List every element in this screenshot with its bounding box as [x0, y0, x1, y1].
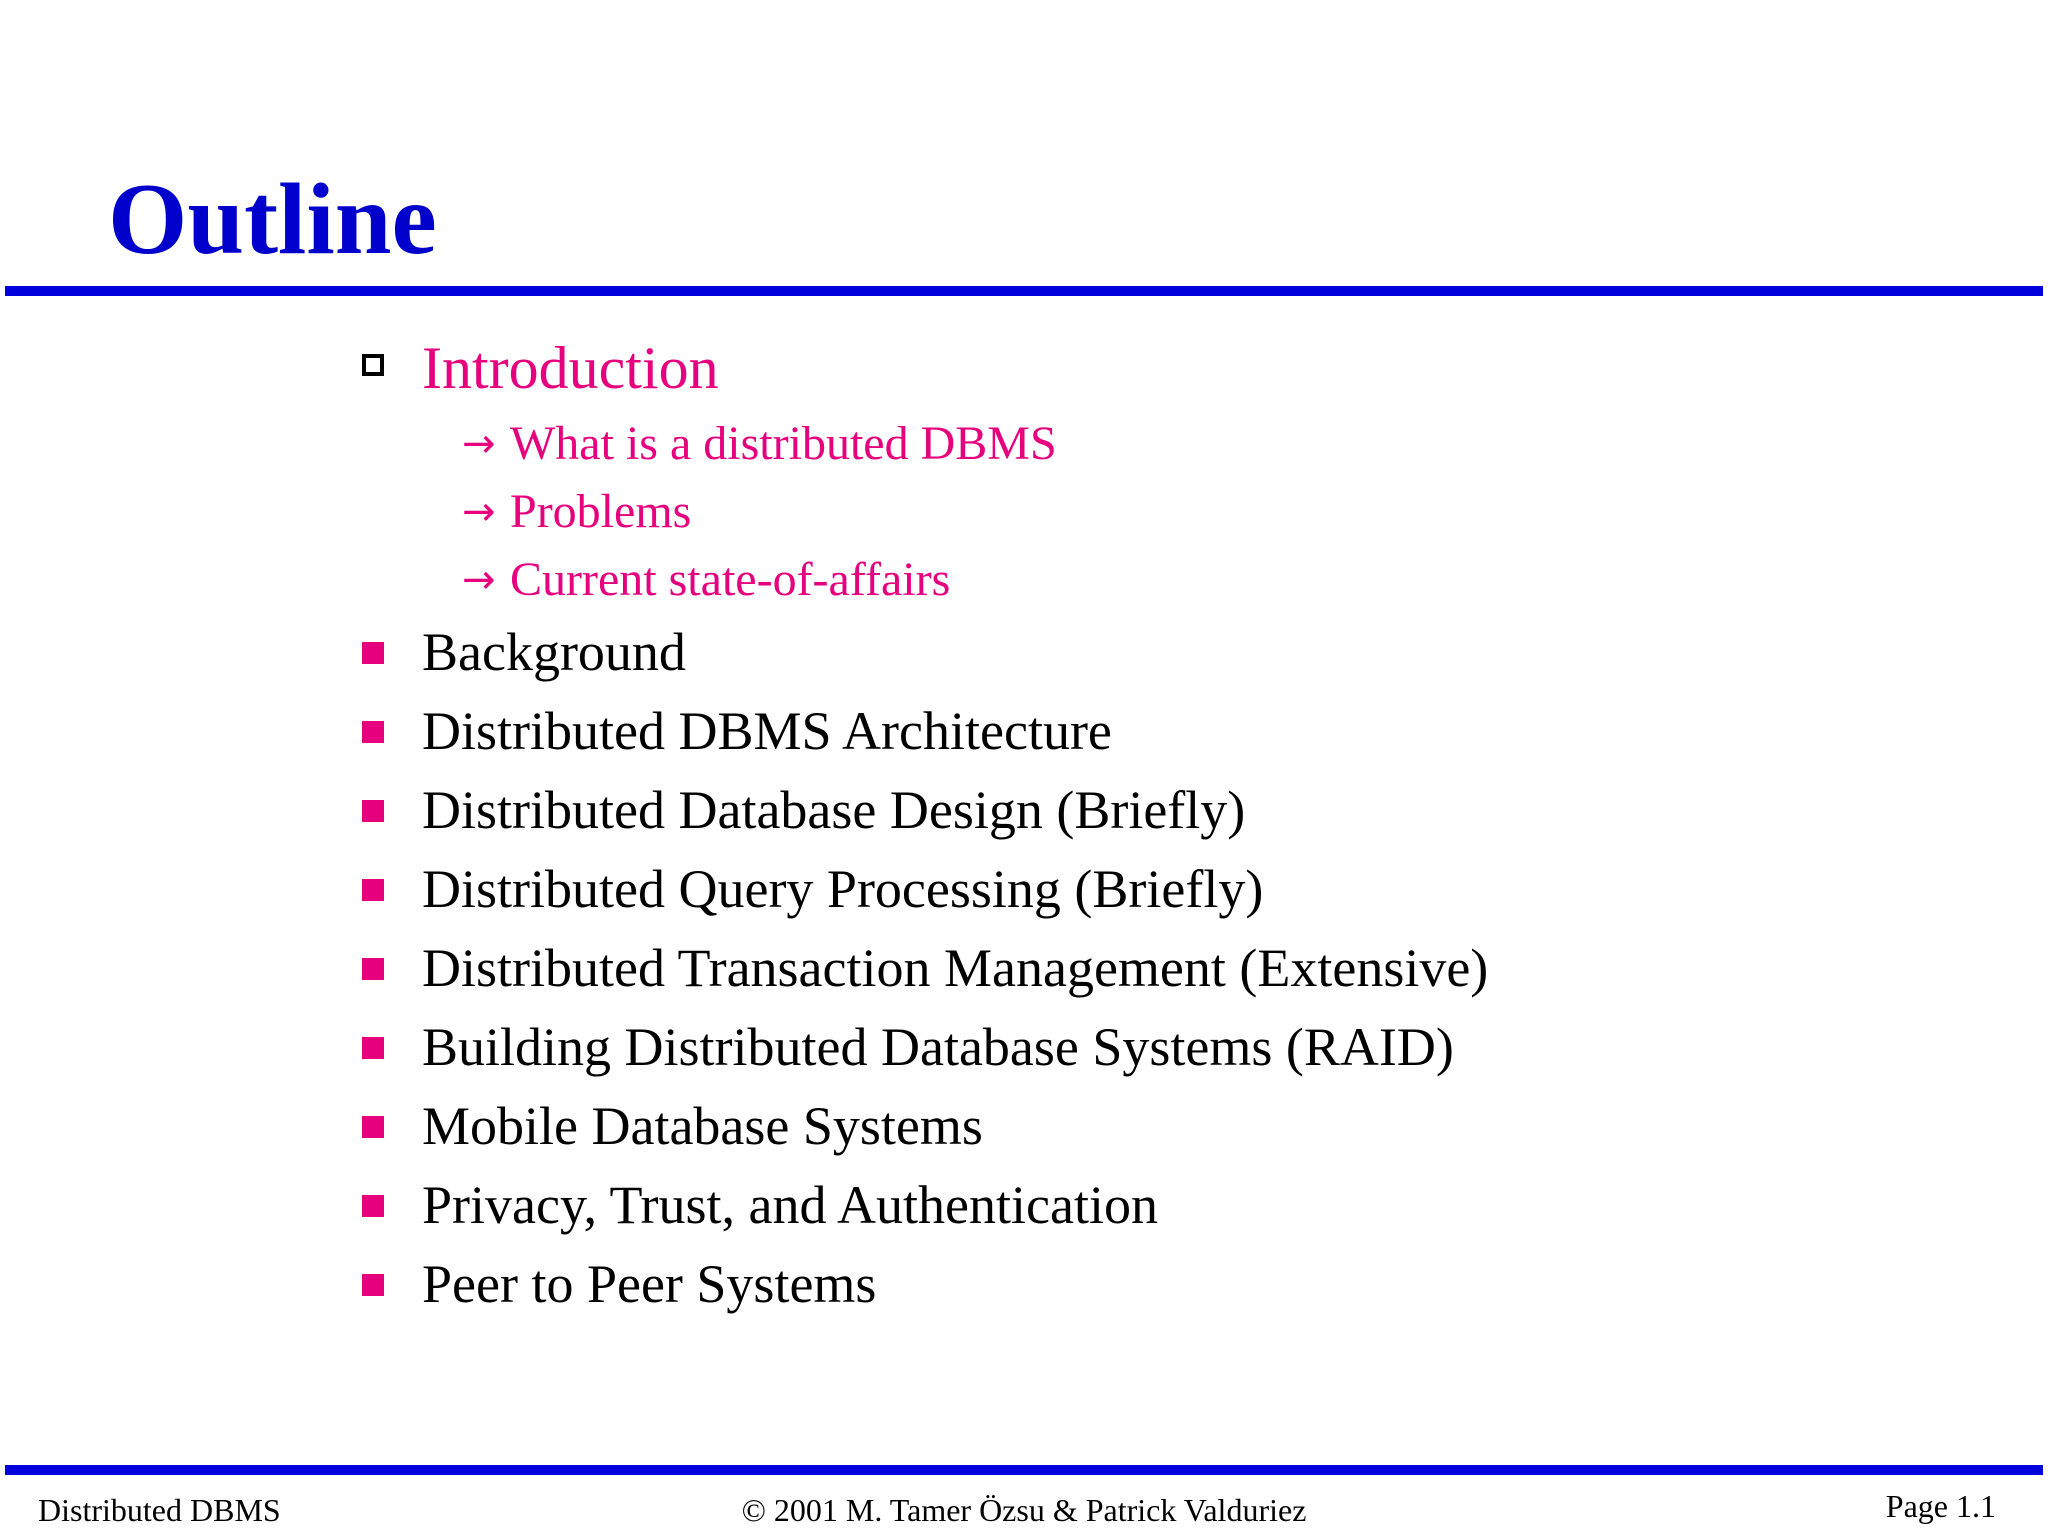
- filled-square-icon: [362, 958, 384, 980]
- footer-page-number: Page 1.1: [1885, 1488, 1996, 1524]
- filled-square-icon: [362, 642, 384, 664]
- slide-title: Outline: [108, 163, 437, 276]
- filled-square-icon: [362, 1274, 384, 1296]
- footer-copyright: © 2001 M. Tamer Özsu & Patrick Valduriez: [741, 1492, 1307, 1528]
- outline-subitem-label: What is a distributed DBMS: [510, 417, 1057, 470]
- outline-subitem: [462, 414, 1057, 474]
- outline-item-label: Distributed Query Processing (Briefly): [422, 859, 1264, 919]
- outline-item-label: Building Distributed Database Systems (RAID): [422, 1017, 1454, 1077]
- footer-divider: [5, 1465, 2043, 1475]
- outline-item-label: Peer to Peer Systems: [422, 1254, 877, 1314]
- outline-item-label: Mobile Database Systems: [422, 1096, 983, 1156]
- outline-subitem: [462, 482, 691, 542]
- outline-subitem-label: Problems: [510, 485, 692, 538]
- outline-item-label: Privacy, Trust, and Authentication: [422, 1175, 1158, 1235]
- hollow-square-icon: [362, 354, 384, 376]
- arrow-right-icon: →: [462, 557, 496, 603]
- outline-subitem-label: Current state-of-affairs: [510, 553, 951, 606]
- outline-item-label: Distributed DBMS Architecture: [422, 701, 1112, 761]
- outline-subitem: [462, 550, 950, 610]
- outline-item-label: Background: [422, 622, 686, 682]
- filled-square-icon: [362, 721, 384, 743]
- filled-square-icon: [362, 1116, 384, 1138]
- footer-course-name: Distributed DBMS: [38, 1492, 281, 1528]
- title-divider: [5, 286, 2043, 296]
- filled-square-icon: [362, 879, 384, 901]
- filled-square-icon: [362, 1195, 384, 1217]
- arrow-right-icon: →: [462, 489, 496, 535]
- filled-square-icon: [362, 800, 384, 822]
- filled-square-icon: [362, 1037, 384, 1059]
- outline-item-label: Distributed Transaction Management (Extensive): [422, 938, 1489, 998]
- outline-item-label: Introduction: [422, 335, 719, 401]
- arrow-right-icon: →: [462, 421, 496, 467]
- outline-item-label: Distributed Database Design (Briefly): [422, 780, 1246, 840]
